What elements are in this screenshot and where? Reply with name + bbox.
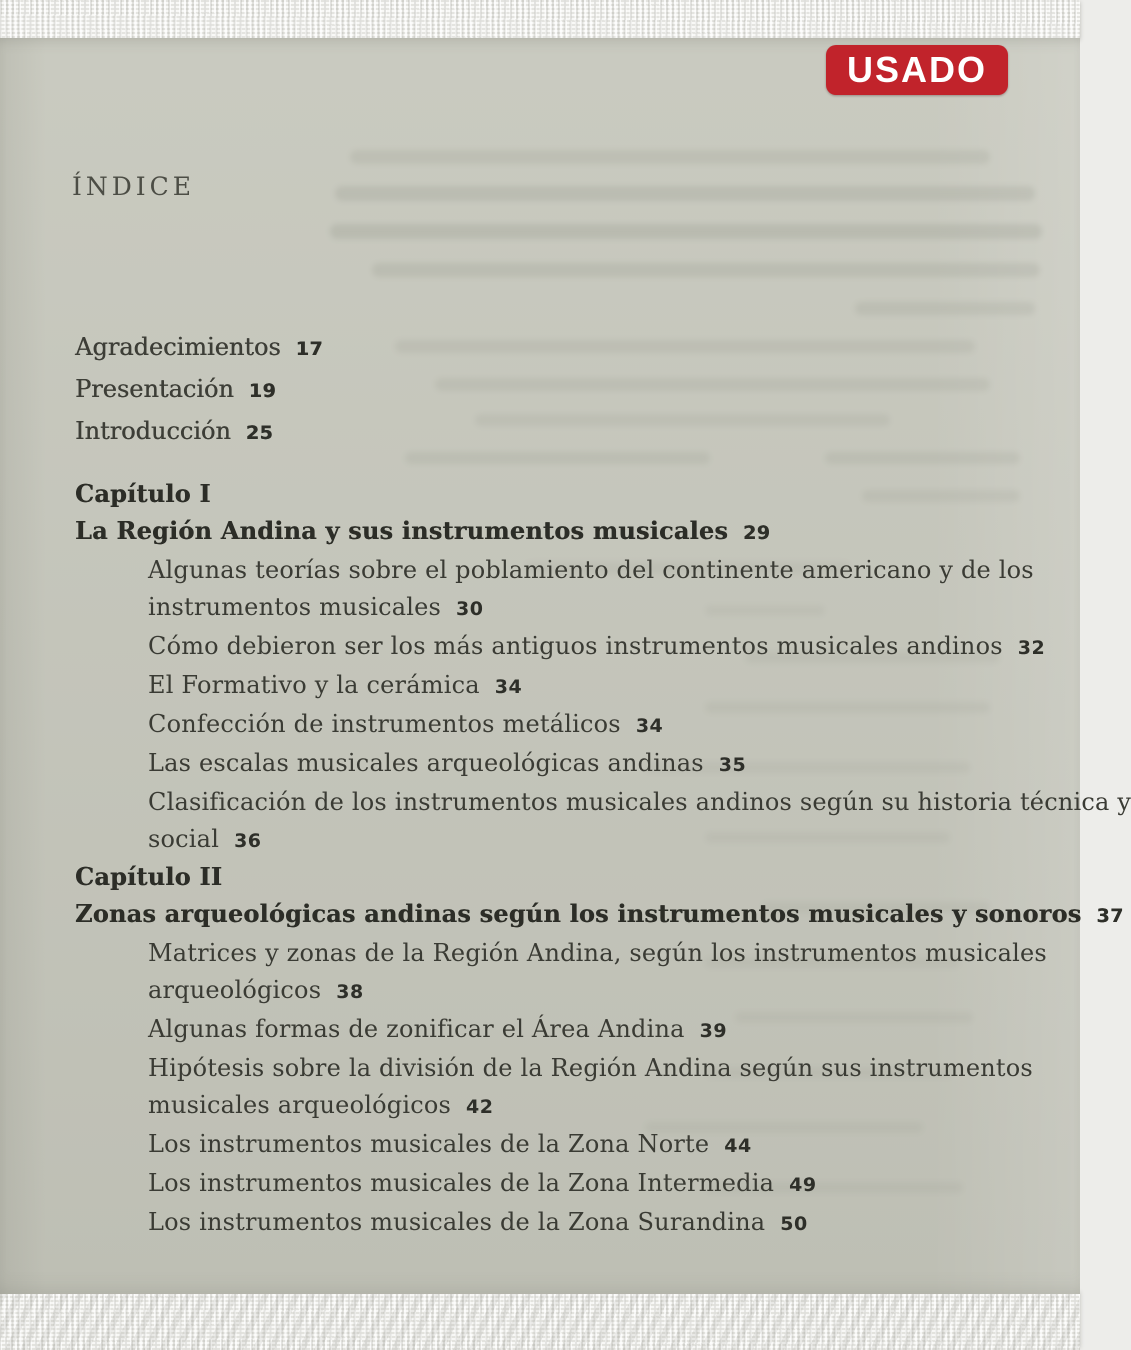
chapter-2-entries xyxy=(148,935,1048,1243)
toc-entry-text: Los instrumentos musicales de la Zona Intermedia xyxy=(148,1169,775,1197)
toc-entry xyxy=(148,552,1048,628)
toc-entry-page: 39 xyxy=(699,1020,728,1042)
chapter-2-title-text: Zonas arqueológicas andinas según los instrumentos musicales y sonoros xyxy=(75,899,1082,928)
toc-entry-text: Cómo debieron ser los más antiguos instrumentos musicales andinos xyxy=(148,632,1003,660)
chapter-2-page: 37 xyxy=(1096,905,1124,927)
toc-entry-page: 30 xyxy=(456,598,484,620)
front-matter-item xyxy=(75,369,323,411)
toc-entry-text: Algunas formas de zonificar el Área Andina xyxy=(148,1015,685,1043)
toc-entry xyxy=(148,706,1048,745)
toc-entry-page: 34 xyxy=(635,715,664,737)
front-matter-label: Introducción xyxy=(75,417,231,445)
toc-entry xyxy=(148,1011,1048,1050)
toc-entry-page: 36 xyxy=(234,830,262,852)
chapter-1-page: 29 xyxy=(743,522,771,544)
chapter-1-entries xyxy=(148,552,1131,860)
chapter-1-kicker: Capítulo I xyxy=(75,479,211,508)
toc-entry xyxy=(148,935,1048,1011)
bleed-through-mark xyxy=(372,263,1040,277)
toc-entry-page: 35 xyxy=(718,754,747,776)
bleed-through-mark xyxy=(335,186,1035,201)
toc-entry-text: Las escalas musicales arqueológicas andinas xyxy=(148,749,704,777)
front-matter-page: 25 xyxy=(245,422,274,444)
chapter-2-title xyxy=(75,895,1124,935)
toc-entry-page: 44 xyxy=(724,1135,752,1157)
chapter-1-title-text: La Región Andina y sus instrumentos musicales xyxy=(75,516,729,545)
toc-entry-text: Hipótesis sobre la división de la Región Andina según sus instrumentos xyxy=(148,1054,1033,1082)
bleed-through-mark xyxy=(350,150,990,164)
fabric-background-top xyxy=(0,0,1080,38)
front-matter-list xyxy=(75,327,323,453)
toc-entry xyxy=(148,667,1048,706)
front-matter-item xyxy=(75,327,323,369)
chapter-2-kicker: Capítulo II xyxy=(75,862,223,891)
toc-entry xyxy=(148,1165,1048,1204)
toc-entry-text: El Formativo y la cerámica xyxy=(148,671,480,699)
toc-entry-text: arqueológicos xyxy=(148,976,322,1004)
toc-entry-text: musicales arqueológicos xyxy=(148,1091,452,1119)
front-matter-page: 17 xyxy=(295,338,324,360)
toc-entry xyxy=(148,1050,1048,1126)
toc-entry xyxy=(148,784,1131,860)
front-matter-item xyxy=(75,411,323,453)
bleed-through-mark xyxy=(475,414,890,426)
bleed-through-mark xyxy=(825,452,1020,464)
toc-entry-text: Los instrumentos musicales de la Zona Surandina xyxy=(148,1208,766,1236)
bleed-through-mark xyxy=(395,340,975,353)
toc-entry-text: Matrices y zonas de la Región Andina, según los instrumentos musicales xyxy=(148,939,1047,967)
page-title: ÍNDICE xyxy=(72,172,196,201)
toc-entry xyxy=(148,628,1048,667)
toc-entry-text: instrumentos musicales xyxy=(148,593,442,621)
bleed-through-mark xyxy=(435,378,990,391)
toc-entry-text: Confección de instrumentos metálicos xyxy=(148,710,621,738)
chapter-2-block xyxy=(75,858,1124,1243)
toc-entry-text: Algunas teorías sobre el poblamiento del continente americano y de los xyxy=(148,556,1034,584)
toc-entry-text: Clasificación de los instrumentos musicales andinos según su historia técnica y xyxy=(148,788,1131,816)
bleed-through-mark xyxy=(855,302,1035,315)
toc-entry-page: 50 xyxy=(780,1213,808,1235)
toc-entry-text: Los instrumentos musicales de la Zona Norte xyxy=(148,1130,710,1158)
toc-entry-page: 32 xyxy=(1017,637,1046,659)
front-matter-label: Agradecimientos xyxy=(75,333,281,361)
chapter-1-block xyxy=(75,475,1131,860)
chapter-1-title xyxy=(75,512,1050,552)
book-page xyxy=(0,38,1131,1294)
toc-entry-page: 49 xyxy=(789,1174,817,1196)
front-matter-label: Presentación xyxy=(75,375,234,403)
toc-entry-page: 38 xyxy=(336,981,364,1003)
toc-entry-text: social xyxy=(148,825,220,853)
toc-entry xyxy=(148,745,1048,784)
toc-entry-page: 34 xyxy=(494,676,523,698)
bleed-through-mark xyxy=(330,224,1042,239)
toc-entry xyxy=(148,1126,1048,1165)
front-matter-page: 19 xyxy=(248,380,277,402)
bleed-through-mark xyxy=(405,452,710,464)
usado-sticker: USADO xyxy=(826,45,1008,95)
fabric-background-bottom xyxy=(0,1294,1080,1350)
toc-entry-page: 42 xyxy=(466,1096,494,1118)
toc-entry xyxy=(148,1204,1048,1243)
